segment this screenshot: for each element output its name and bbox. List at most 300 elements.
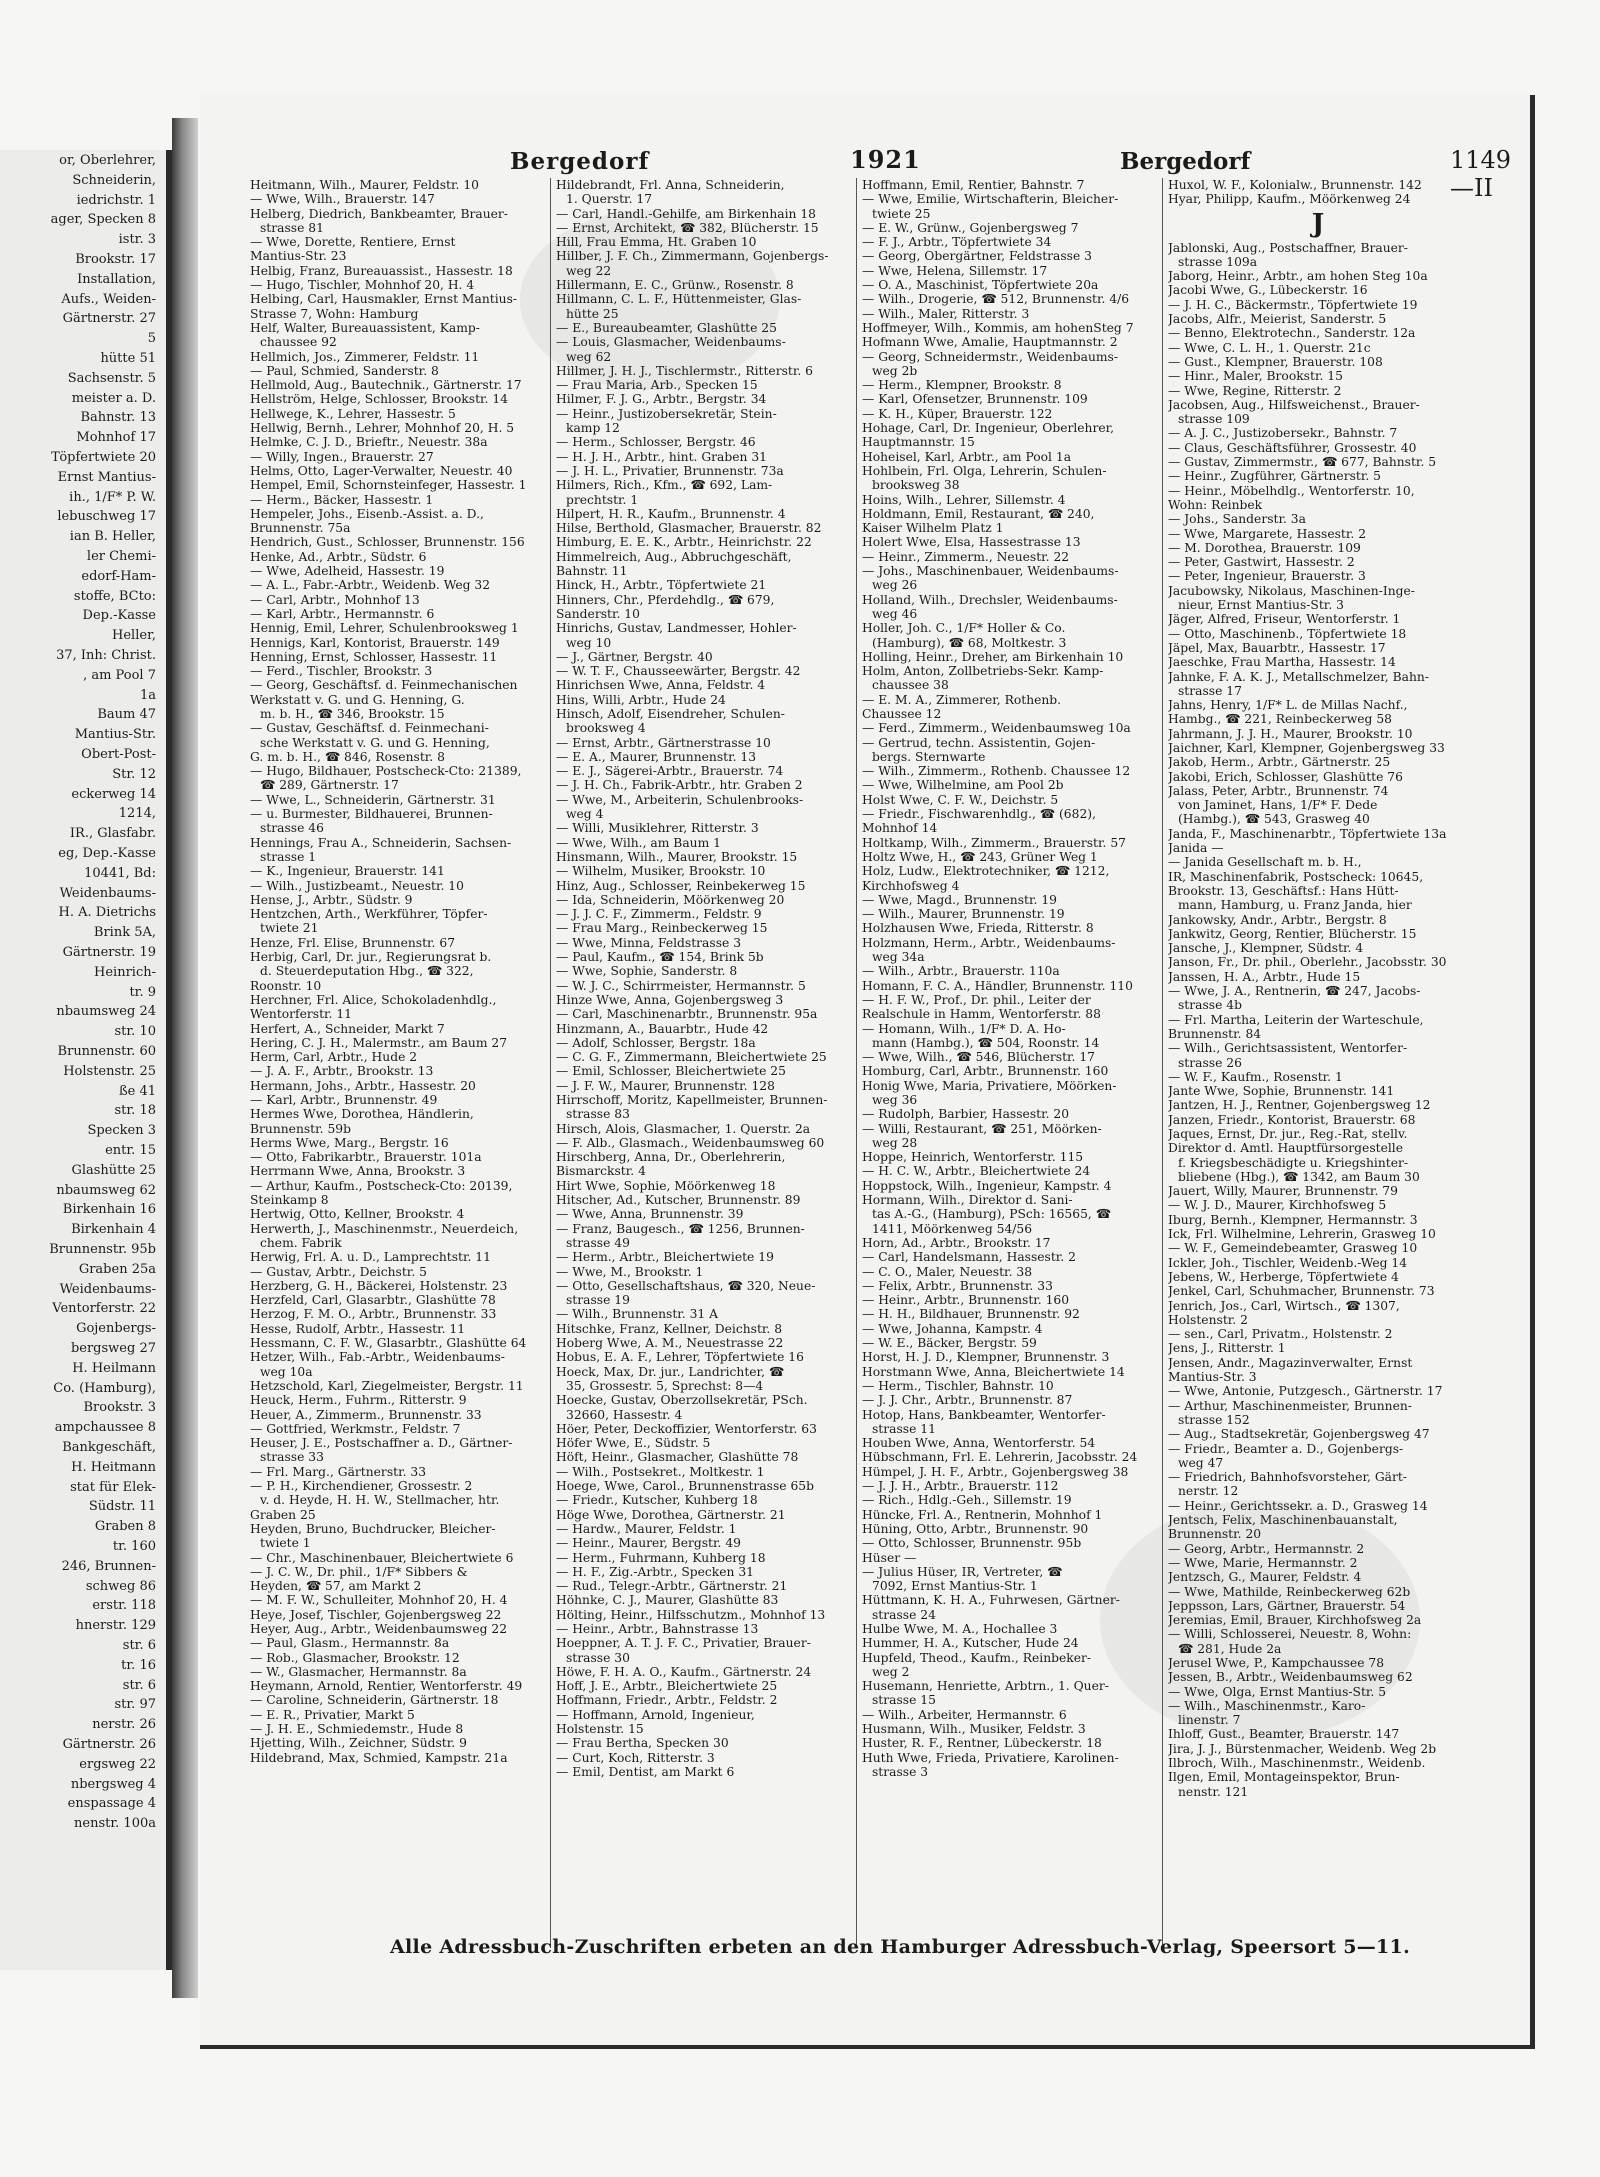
directory-entry-line: Hirschberg, Anna, Dr., Oberlehrerin,: [556, 1150, 786, 1165]
directory-entry-line: strasse 49: [566, 1235, 630, 1250]
directory-entry-line: Jacobs, Alfr., Meierist, Sanderstr. 5: [1168, 312, 1387, 327]
directory-entry-line: — F. Alb., Glasmach., Weidenbaumsweg 60: [556, 1135, 825, 1150]
directory-entry-line: weg 36: [872, 1093, 918, 1107]
directory-entry-line: Jahrmann, J. J. H., Maurer, Brookstr. 10: [1168, 726, 1413, 741]
directory-entry-line: — Gustav, Zimmermstr., ☎ 677, Bahnstr. 5: [1168, 455, 1437, 470]
directory-entry-line: strasse 1: [260, 849, 317, 864]
directory-entry-line: — Gertrud, techn. Assistentin, Gojen-: [862, 735, 1096, 750]
directory-entry-line: Hillmer, J. H. J., Tischlermstr., Ritterstr. 6: [556, 363, 813, 378]
left-strip-fragment: str. 6: [122, 1638, 156, 1653]
left-strip-fragment: nbaumsweg 62: [56, 1182, 156, 1198]
column-rule: [550, 178, 551, 1948]
left-strip-fragment: lebuschweg 17: [57, 509, 156, 525]
directory-entry-line: Herfert, A., Schneider, Markt 7: [250, 1021, 445, 1036]
directory-entry-line: — E. J., Sägerei-Arbtr., Brauerstr. 74: [556, 764, 784, 779]
directory-entry-line: tas A.-G., (Hamburg), PSch: 16565, ☎: [872, 1207, 1112, 1222]
directory-entry-line: — Peter, Ingenieur, Brauerstr. 3: [1168, 569, 1366, 584]
directory-entry-line: Jacobsen, Aug., Hilfsweichenst., Brauer-: [1168, 397, 1420, 412]
left-strip-fragment: meister a. D.: [71, 390, 156, 406]
directory-entry-line: Holland, Wilh., Drechsler, Weidenbaums-: [862, 592, 1118, 607]
directory-entry-line: Hinrichs, Gustav, Landmesser, Hohler-: [556, 621, 797, 636]
directory-entry-line: Hinners, Chr., Pferdehdlg., ☎ 679,: [556, 592, 775, 607]
directory-entry-line: Hins, Willi, Arbtr., Hude 24: [556, 692, 726, 707]
directory-entry-line: strasse 46: [260, 821, 324, 836]
directory-entry-line: weg 22: [566, 263, 612, 278]
directory-entry-line: hütte 25: [566, 306, 619, 321]
left-strip-fragment: str. 18: [114, 1103, 156, 1119]
directory-entry-line: Hillermann, E. C., Grünw., Rosenstr. 8: [556, 278, 794, 293]
directory-entry-line: — W. F., Kaufm., Rosenstr. 1: [1168, 1069, 1343, 1084]
directory-entry-line: strasse 3: [872, 1764, 929, 1779]
directory-entry-line: — Wwe, Emilie, Wirtschafterin, Bleicher-: [862, 192, 1119, 207]
directory-entry-line: — Carl, Handelsmann, Hassestr. 2: [862, 1250, 1076, 1265]
directory-entry-line: — Wwe, Wilh., am Baum 1: [556, 835, 721, 850]
directory-entry-line: Hinck, H., Arbtr., Töpfertwiete 21: [556, 578, 767, 593]
directory-entry-line: — u. Burmester, Bildhauerei, Brunnen-: [250, 807, 493, 822]
directory-entry-line: Hinz, Aug., Schlosser, Reinbekerweg 15: [556, 878, 806, 893]
left-strip-fragment: 1214,: [118, 806, 156, 822]
directory-entry-line: Werkstatt v. G. und G. Henning, G.: [250, 692, 465, 707]
directory-entry-line: Hobus, E. A. F., Lehrer, Töpfertwiete 16: [556, 1350, 804, 1365]
left-strip-fragment: str. 10: [114, 1024, 156, 1040]
directory-entry-line: Hessmann, C. F. W., Glasarbtr., Glashütte 64: [250, 1336, 527, 1351]
left-adjacent-page-strip: [0, 150, 172, 1970]
left-strip-fragment: Gärtnerstr. 27: [62, 311, 156, 327]
directory-entry-line: weg 26: [872, 578, 918, 593]
directory-entry-line: Hoeck, Max, Dr. jur., Landrichter, ☎: [556, 1364, 785, 1379]
directory-entry-line: kamp 12: [566, 421, 620, 436]
directory-entry-line: chaussee 38: [872, 678, 949, 693]
directory-entry-line: Brookstr. 13, Geschäftsf.: Hans Hütt-: [1168, 883, 1399, 898]
directory-entry-line: — Wwe, L., Schneiderin, Gärtnerstr. 31: [250, 792, 496, 807]
directory-entry-line: — Wwe, Helena, Sillemstr. 17: [862, 263, 1048, 278]
directory-entry-line: (Hamburg), ☎ 68, Moltkestr. 3: [872, 635, 1067, 650]
left-strip-fragment: istr. 3: [118, 232, 156, 248]
directory-entry-line: — Emil, Schlosser, Bleichertwiete 25: [556, 1064, 786, 1079]
directory-entry-line: Steinkamp 8: [250, 1193, 329, 1208]
directory-entry-line: weg 34a: [872, 950, 925, 965]
left-strip-fragment: schweg 86: [85, 1578, 156, 1594]
directory-entry-line: — Otto, Gesellschaftshaus, ☎ 320, Neue-: [556, 1278, 816, 1293]
directory-entry-line: — Paul, Schmied, Sanderstr. 8: [250, 363, 439, 378]
directory-entry-line: Homann, F. C. A., Händler, Brunnenstr. 110: [862, 978, 1133, 993]
directory-entry-line: Janson, Fr., Dr. phil., Oberlehr., Jacobsstr. 30: [1168, 955, 1447, 970]
directory-entry-line: — Wwe, Dorette, Rentiere, Ernst: [250, 235, 456, 250]
directory-entry-line: — Heinr., Gerichtssekr. a. D., Grasweg 14: [1168, 1498, 1428, 1513]
directory-entry-line: Hauptmannstr. 15: [862, 435, 975, 450]
directory-entry-line: Hempeler, Johs., Eisenb.-Assist. a. D.,: [250, 506, 484, 521]
directory-entry-line: — Aug., Stadtsekretär, Gojenbergsweg 47: [1168, 1427, 1430, 1442]
left-strip-fragment: 1a: [139, 687, 156, 703]
directory-entry-line: Husmann, Wilh., Musiker, Feldstr. 3: [862, 1722, 1086, 1737]
directory-entry-line: Ick, Frl. Wilhelmine, Lehrerin, Grasweg 10: [1168, 1227, 1436, 1242]
directory-entry-line: — Wilh., Maler, Ritterstr. 3: [862, 306, 1030, 321]
directory-entry-line: Hitscher, Ad., Kutscher, Brunnenstr. 89: [556, 1193, 801, 1208]
directory-entry-line: — Heinr., Justizobersekretär, Stein-: [556, 406, 777, 421]
directory-entry-line: Hümpel, J. H. F., Arbtr., Gojenbergsweg 38: [862, 1464, 1129, 1479]
directory-entry-line: Huxol, W. F., Kolonialw., Brunnenstr. 142: [1168, 178, 1422, 192]
directory-entry-line: — W. J. C., Schirrmeister, Hermannstr. 5: [556, 978, 806, 993]
left-strip-fragment: Holstenstr. 25: [63, 1063, 156, 1079]
book-gutter: [172, 118, 198, 1998]
directory-entry-line: Hambg., ☎ 221, Reinbeckerweg 58: [1168, 712, 1392, 727]
directory-entry-line: Realschule in Hamm, Wentorferstr. 88: [862, 1007, 1101, 1022]
left-strip-fragment: Sachsenstr. 5: [67, 370, 156, 386]
directory-entry-line: Hotop, Hans, Bankbeamter, Wentorfer-: [862, 1407, 1106, 1422]
directory-entry-line: Hüttmann, K. H. A., Fuhrwesen, Gärtner-: [862, 1593, 1120, 1608]
directory-entry-line: Hoffmann, Emil, Rentier, Bahnstr. 7: [862, 178, 1085, 192]
directory-entry-line: — Georg, Arbtr., Hermannstr. 2: [1168, 1541, 1365, 1556]
directory-entry-line: Himburg, E. E. K., Arbtr., Heinrichstr. 22: [556, 535, 812, 550]
directory-entry-line: — Heinr., Zugführer, Gärtnerstr. 5: [1168, 469, 1382, 484]
directory-entry-line: — Wwe, Marie, Hermannstr. 2: [1168, 1555, 1358, 1570]
directory-entry-line: Heuser, J. E., Postschaffner a. D., Gärtner-: [250, 1436, 513, 1451]
directory-entry-line: Hinsch, Adolf, Eisendreher, Schulen-: [556, 706, 785, 721]
directory-entry-line: Hertwig, Otto, Kellner, Brookstr. 4: [250, 1207, 465, 1222]
directory-entry-line: Heitmann, Wilh., Maurer, Feldstr. 10: [250, 178, 479, 192]
directory-entry-line: Hetzer, Wilh., Fab.-Arbtr., Weidenbaums-: [250, 1350, 505, 1365]
directory-entry-line: Ilbroch, Wilh., Maschinenmstr., Weidenb.: [1168, 1756, 1426, 1771]
directory-entry-line: — H. F. W., Prof., Dr. phil., Leiter der: [862, 992, 1091, 1007]
directory-entry-line: Hölting, Heinr., Hilfsschutzm., Mohnhof 13: [556, 1607, 826, 1622]
directory-entry-line: — Curt, Koch, Ritterstr. 3: [556, 1750, 715, 1765]
directory-entry-line: Höft, Heinr., Glasmacher, Glashütte 78: [556, 1450, 799, 1465]
directory-entry-line: — Wilh., Brunnenstr. 31 A: [556, 1307, 719, 1322]
directory-entry-line: Houben Wwe, Anna, Wentorferstr. 54: [862, 1436, 1096, 1451]
directory-entry-line: Jacobi Wwe, G., Lübeckerstr. 16: [1168, 283, 1368, 298]
directory-entry-line: — E., Bureaubeamter, Glashütte 25: [556, 320, 777, 335]
directory-entry-line: Heyden, Bruno, Buchdrucker, Bleicher-: [250, 1521, 496, 1536]
directory-entry-line: — Rob., Glasmacher, Brookstr. 12: [250, 1650, 460, 1665]
directory-entry-line: — Willy, Ingen., Brauerstr. 27: [250, 449, 434, 464]
directory-entry-line: — Hardw., Maurer, Feldstr. 1: [556, 1521, 737, 1536]
directory-entry-line: twiete 21: [260, 921, 319, 936]
directory-entry-line: bliebene (Hbg.), ☎ 1342, am Baum 30: [1178, 1169, 1420, 1184]
left-strip-fragment: entr. 15: [105, 1143, 156, 1158]
directory-entry-line: — E. R., Privatier, Markt 5: [250, 1707, 415, 1722]
directory-entry-line: — Herm., Klempner, Brookstr. 8: [862, 378, 1062, 393]
directory-entry-line: — Wwe, C. L. H., 1. Querstr. 21c: [1168, 340, 1371, 355]
directory-entry-line: — J. H. C., Bäckermstr., Töpfertwiete 19: [1168, 297, 1418, 312]
directory-entry-line: — J. J. H., Arbtr., Brauerstr. 112: [862, 1479, 1059, 1494]
header-left-title: Bergedorf: [510, 148, 650, 175]
left-strip-fragment: H. Heitmann: [71, 1459, 156, 1475]
directory-entry-line: — Wwe, Antonie, Putzgesch., Gärtnerstr. 17: [1168, 1384, 1443, 1399]
directory-entry-line: strasse 152: [1178, 1412, 1250, 1427]
directory-entry-line: — J. J. C. F., Zimmerm., Feldstr. 9: [556, 907, 762, 922]
left-strip-fragment: ian B. Heller,: [69, 529, 156, 545]
directory-entry-line: Henning, Ernst, Schlosser, Hassestr. 11: [250, 649, 498, 664]
directory-entry-line: — Frl. Martha, Leiterin der Warteschule,: [1168, 1012, 1424, 1027]
directory-entry-line: — Wwe, Wilh., Brauerstr. 147: [250, 192, 435, 207]
directory-entry-line: Hellwege, K., Lehrer, Hassestr. 5: [250, 406, 456, 421]
directory-column-4: [1168, 178, 1468, 1948]
left-strip-fragment: Baum 47: [97, 707, 156, 723]
directory-entry-line: — Ernst, Arbtr., Gärtnerstrasse 10: [556, 735, 771, 750]
directory-entry-line: bergs. Sternwarte: [872, 749, 986, 764]
left-strip-fragment: ampchaussee 8: [54, 1420, 156, 1436]
left-strip-fragment: 37, Inh: Christ.: [56, 648, 156, 663]
directory-entry-line: — J. C. W., Dr. phil., 1/F* Sibbers &: [250, 1564, 468, 1579]
directory-entry-line: Holtkamp, Wilh., Zimmerm., Brauerstr. 57: [862, 835, 1126, 850]
directory-entry-line: Direktor d. Amtl. Hauptfürsorgestelle: [1168, 1141, 1404, 1156]
directory-entry-line: — Wilh., Arbtr., Brauerstr. 110a: [862, 964, 1060, 979]
directory-entry-line: — Frau Maria, Arb., Specken 15: [556, 378, 758, 393]
directory-entry-line: Holdmann, Emil, Restaurant, ☎ 240,: [862, 506, 1095, 521]
directory-entry-line: Jens, J., Ritterstr. 1: [1168, 1341, 1286, 1356]
directory-entry-line: strasse 17: [1178, 683, 1242, 698]
directory-entry-line: Hummer, H. A., Kutscher, Hude 24: [862, 1636, 1079, 1651]
directory-entry-line: m. b. H., ☎ 346, Brookstr. 15: [260, 706, 445, 721]
directory-entry-line: Hellwig, Bernh., Lehrer, Mohnhof 20, H. 5: [250, 421, 515, 436]
directory-entry-line: Hoberg Wwe, A. M., Neuestrasse 22: [556, 1336, 784, 1351]
directory-entry-line: Janida —: [1168, 841, 1224, 856]
directory-entry-line: Hering, C. J. H., Malermstr., am Baum 27: [250, 1035, 508, 1050]
left-strip-fragment: edorf-Ham-: [81, 568, 156, 584]
directory-entry-line: brooksweg 4: [566, 721, 646, 736]
directory-entry-line: — Wwe, Anna, Brunnenstr. 39: [556, 1207, 744, 1222]
directory-entry-line: — Otto, Schlosser, Brunnenstr. 95b: [862, 1536, 1082, 1551]
directory-entry-line: weg 2b: [872, 363, 918, 378]
directory-entry-line: Hinrichsen Wwe, Anna, Feldstr. 4: [556, 678, 766, 693]
directory-entry-line: — Johs., Sanderstr. 3a: [1168, 512, 1306, 527]
directory-entry-line: — Carl, Handl.-Gehilfe, am Birkenhain 18: [556, 206, 817, 221]
directory-entry-line: Honig Wwe, Maria, Privatiere, Möörken-: [862, 1078, 1117, 1093]
directory-entry-line: weg 47: [1178, 1455, 1224, 1470]
directory-entry-line: Holstenstr. 2: [1168, 1312, 1248, 1327]
directory-entry-line: — Frau Bertha, Specken 30: [556, 1736, 729, 1751]
directory-entry-line: Janssen, H. A., Arbtr., Hude 15: [1168, 969, 1361, 984]
directory-entry-line: Hennings, Frau A., Schneiderin, Sachsen-: [250, 835, 512, 850]
directory-entry-line: — Wilh., Drogerie, ☎ 512, Brunnenstr. 4/6: [862, 292, 1130, 307]
directory-entry-line: Graben 25: [250, 1507, 316, 1522]
directory-entry-line: Höwe, F. H. A. O., Kaufm., Gärtnerstr. 24: [556, 1664, 812, 1679]
directory-entry-line: Jessen, B., Arbtr., Weidenbaumsweg 62: [1168, 1670, 1413, 1685]
directory-entry-line: Strasse 7, Wohn: Hamburg: [250, 306, 419, 321]
directory-entry-line: weg 10a: [260, 1364, 313, 1379]
header-right-title: Bergedorf: [1120, 148, 1251, 175]
left-strip-fragment: Str. 12: [112, 766, 156, 782]
left-strip-fragment: hütte 51: [100, 351, 156, 366]
left-strip-fragment: ih., 1/F* P. W.: [69, 489, 156, 505]
left-strip-fragment: tr. 160: [112, 1539, 156, 1554]
directory-entry-line: Jenkel, Carl, Schuhmacher, Brunnenstr. 73: [1168, 1284, 1435, 1299]
left-strip-fragment: nbergsweg 4: [70, 1776, 156, 1792]
directory-entry-line: Hüser —: [862, 1550, 917, 1565]
left-strip-fragment: Bahnstr. 13: [80, 410, 156, 426]
directory-entry-line: strasse 33: [260, 1450, 324, 1465]
directory-entry-line: Herchner, Frl. Alice, Schokoladenhdlg.,: [250, 992, 497, 1007]
directory-entry-line: strasse 30: [566, 1650, 630, 1665]
directory-entry-line: — P. H., Kirchendiener, Grossestr. 2: [250, 1479, 473, 1494]
left-strip-fragment: eckerweg 14: [71, 786, 156, 802]
directory-entry-line: Brunnenstr. 75a: [250, 521, 351, 536]
directory-entry-line: — Friedrich, Bahnhofsvorsteher, Gärt-: [1168, 1470, 1407, 1485]
directory-entry-line: Hormann, Wilh., Direktor d. Sani-: [862, 1193, 1073, 1208]
directory-entry-line: Hoeppner, A. T. J. F. C., Privatier, Brauer-: [556, 1636, 811, 1651]
directory-entry-line: — K. H., Küper, Brauerstr. 122: [862, 406, 1053, 421]
directory-entry-line: nenstr. 121: [1178, 1784, 1249, 1799]
left-strip-fragment: , am Pool 7: [83, 667, 156, 683]
directory-entry-line: — W. T. F., Chausseewärter, Bergstr. 42: [556, 664, 801, 679]
directory-entry-line: — Friedr., Kutscher, Kuhberg 18: [556, 1493, 758, 1508]
directory-entry-line: Heuck, Herm., Fuhrm., Ritterstr. 9: [250, 1393, 467, 1408]
directory-entry-line: — Paul, Kaufm., ☎ 154, Brink 5b: [556, 950, 764, 965]
directory-entry-line: twiete 1: [260, 1536, 311, 1551]
left-strip-fragment: Südstr. 11: [88, 1499, 156, 1515]
left-strip-fragment: Brookstr. 17: [75, 252, 156, 267]
left-strip-fragment: Aufs., Weiden-: [61, 291, 156, 307]
directory-entry-line: Helbing, Carl, Hausmakler, Ernst Mantius-: [250, 292, 518, 307]
directory-entry-line: — E. M. A., Zimmerer, Rothenb.: [862, 692, 1062, 707]
section-letter: J: [1311, 208, 1325, 239]
directory-entry-line: Jauert, Willy, Maurer, Brunnenstr. 79: [1168, 1184, 1398, 1199]
directory-entry-line: — Wwe, Regine, Ritterstr. 2: [1168, 383, 1342, 398]
directory-entry-line: — Ferd., Tischler, Brookstr. 3: [250, 664, 433, 679]
left-strip-fragment: stoffe, BCto:: [73, 588, 156, 604]
directory-entry-line: Huth Wwe, Frieda, Privatiere, Karolinen-: [862, 1750, 1119, 1765]
directory-entry-line: Hirsch, Alois, Glasmacher, 1. Querstr. 2a: [556, 1121, 811, 1136]
directory-entry-line: strasse 19: [566, 1293, 630, 1308]
directory-entry-line: Herbig, Carl, Dr. jur., Regierungsrat b.: [250, 950, 492, 965]
directory-entry-line: — Hinr., Maler, Brookstr. 15: [1168, 369, 1343, 384]
directory-entry-line: Herzog, F. M. O., Arbtr., Brunnenstr. 33: [250, 1307, 497, 1322]
directory-entry-line: — Gust., Klempner, Brauerstr. 108: [1168, 354, 1383, 369]
left-strip-fragment: Brookstr. 3: [83, 1400, 156, 1416]
directory-entry-line: — Ferd., Zimmerm., Weidenbaumsweg 10a: [862, 721, 1131, 736]
directory-entry-line: Janda, F., Maschinenarbtr., Töpfertwiete 13a: [1168, 826, 1447, 841]
directory-entry-line: Herzberg, G. H., Bäckerei, Holstenstr. 23: [250, 1278, 508, 1293]
left-strip-fragment: ager, Specken 8: [50, 212, 156, 228]
directory-entry-line: Jahnke, F. A. K. J., Metallschmelzer, Bahn-: [1168, 669, 1429, 684]
directory-entry-line: — J. A. F., Arbtr., Brookstr. 13: [250, 1064, 434, 1079]
directory-entry-line: — Friedr., Fischwarenhdlg., ☎ (682),: [862, 807, 1096, 822]
directory-entry-line: — J. J. Chr., Arbtr., Brunnenstr. 87: [862, 1393, 1073, 1408]
directory-entry-line: mann, Hamburg, u. Franz Janda, hier: [1178, 898, 1412, 913]
left-strip-fragment: nbaumsweg 24: [56, 1004, 156, 1020]
directory-entry-line: nerstr. 12: [1178, 1484, 1239, 1499]
directory-entry-line: Herrmann Wwe, Anna, Brookstr. 3: [250, 1164, 466, 1179]
directory-entry-line: — J. H. Ch., Fabrik-Arbtr., htr. Graben 2: [556, 778, 803, 793]
left-strip-fragment: 5: [147, 331, 156, 347]
directory-entry-line: Hilse, Berthold, Glasmacher, Brauerstr. 82: [556, 521, 822, 536]
directory-entry-line: Höge Wwe, Dorothea, Gärtnerstr. 21: [556, 1507, 786, 1522]
directory-entry-line: — Wwe, Sophie, Sanderstr. 8: [556, 964, 738, 979]
directory-entry-line: Hermann, Johs., Arbtr., Hassestr. 20: [250, 1078, 476, 1093]
directory-entry-line: — M. Dorothea, Brauerstr. 109: [1168, 540, 1361, 555]
left-strip-fragment: Graben 25a: [78, 1261, 156, 1277]
directory-entry-line: Jante Wwe, Sophie, Brunnenstr. 141: [1168, 1084, 1395, 1099]
directory-entry-line: IR, Maschinenfabrik, Postscheck: 10645,: [1168, 869, 1424, 884]
directory-entry-line: Hesse, Rudolf, Arbtr., Hassestr. 11: [250, 1321, 466, 1336]
directory-entry-line: — A. L., Fabr.-Arbtr., Weidenb. Weg 32: [250, 578, 491, 593]
directory-entry-line: — H. J. H., Arbtr., hint. Graben 31: [556, 449, 768, 464]
directory-entry-line: Herzfeld, Carl, Glasarbtr., Glashütte 78: [250, 1293, 496, 1308]
directory-entry-line: — Frau Marg., Reinbeckerweg 15: [556, 921, 768, 936]
directory-entry-line: — Wwe, Magd., Brunnenstr. 19: [862, 892, 1057, 907]
directory-entry-line: (Hambg.), ☎ 543, Grasweg 40: [1178, 812, 1370, 827]
directory-entry-line: Husemann, Henriette, Arbtrn., 1. Quer-: [862, 1679, 1109, 1694]
directory-entry-line: Heyer, Aug., Arbtr., Weidenbaumsweg 22: [250, 1621, 508, 1636]
left-strip-fragment: Schneiderin,: [72, 172, 156, 188]
directory-entry-line: Hirrschoff, Moritz, Kapellmeister, Brunnen-: [556, 1093, 828, 1107]
left-strip-fragment: Co. (Hamburg),: [53, 1380, 156, 1396]
directory-entry-line: — Karl, Arbtr., Hermannstr. 6: [250, 606, 435, 621]
directory-entry-line: — Ernst, Architekt, ☎ 382, Blücherstr. 15: [556, 220, 819, 235]
directory-entry-line: Hense, J., Arbtr., Südstr. 9: [250, 892, 413, 907]
directory-entry-line: Hennigs, Karl, Kontorist, Brauerstr. 149: [250, 635, 500, 650]
directory-entry-line: Hennig, Emil, Lehrer, Schulenbrooksweg 1: [250, 621, 519, 636]
directory-entry-line: Bahnstr. 11: [556, 564, 628, 579]
directory-entry-line: — Janida Gesellschaft m. b. H.,: [1168, 855, 1362, 870]
directory-entry-line: weg 46: [872, 606, 918, 621]
directory-entry-line: Helbig, Franz, Bureauassist., Hassestr. 18: [250, 263, 513, 278]
directory-entry-line: Janzen, Friedr., Kontorist, Brauerstr. 68: [1168, 1112, 1416, 1127]
directory-entry-line: Hoppstock, Wilh., Ingenieur, Kampstr. 4: [862, 1178, 1112, 1193]
left-strip-fragment: Ventorferstr. 22: [52, 1301, 156, 1317]
left-strip-fragment: Obert-Post-: [81, 747, 156, 762]
directory-entry-line: Jankowsky, Andr., Arbtr., Bergstr. 8: [1168, 912, 1387, 927]
directory-entry-line: Brunnenstr. 84: [1168, 1026, 1262, 1041]
directory-entry-line: — Rich., Hdlg.-Geh., Sillemstr. 19: [862, 1493, 1072, 1508]
directory-entry-line: — Ida, Schneiderin, Möörkenweg 20: [556, 892, 785, 907]
directory-entry-line: Hinze Wwe, Anna, Gojenbergsweg 3: [556, 992, 784, 1007]
directory-entry-line: — E. W., Grünw., Gojenbergsweg 7: [862, 220, 1079, 235]
directory-entry-line: — Emil, Dentist, am Markt 6: [556, 1764, 735, 1779]
left-strip-fragment: Weidenbaums-: [59, 1281, 156, 1297]
directory-entry-line: Helms, Otto, Lager-Verwalter, Neuestr. 40: [250, 463, 513, 478]
directory-entry-line: — W., Glasmacher, Hermannstr. 8a: [250, 1664, 467, 1679]
directory-entry-line: Brunnenstr. 59b: [250, 1121, 351, 1136]
directory-entry-line: — Hugo, Tischler, Mohnhof 20, H. 4: [250, 278, 475, 293]
directory-entry-line: Hulbe Wwe, M. A., Hochallee 3: [862, 1621, 1058, 1636]
directory-entry-line: — Hugo, Bildhauer, Postscheck-Cto: 21389,: [250, 764, 522, 779]
directory-entry-line: — Willi, Musiklehrer, Ritterstr. 3: [556, 821, 759, 836]
directory-entry-line: Jebens, W., Herberge, Töpfertwiete 4: [1168, 1269, 1399, 1284]
directory-entry-line: — Wwe, Johanna, Kampstr. 4: [862, 1321, 1043, 1336]
directory-entry-line: strasse 81: [260, 220, 324, 235]
directory-entry-line: Wentorferstr. 11: [250, 1007, 353, 1022]
directory-entry-line: brooksweg 38: [872, 478, 960, 493]
directory-entry-line: strasse 109a: [1178, 254, 1258, 269]
directory-entry-line: weg 10: [566, 635, 612, 650]
left-strip-fragment: erstr. 118: [92, 1598, 156, 1614]
left-strip-fragment: Brunnenstr. 60: [57, 1044, 156, 1059]
directory-entry-line: Iburg, Bernh., Klempner, Hermannstr. 3: [1168, 1212, 1418, 1227]
directory-entry-line: — Frl. Marg., Gärtnerstr. 33: [250, 1464, 427, 1479]
directory-entry-line: — W. J. D., Maurer, Kirchhofsweg 5: [1168, 1198, 1387, 1213]
left-strip-fragment: nerstr. 26: [92, 1717, 156, 1733]
directory-entry-line: — H. H., Bildhauer, Brunnenstr. 92: [862, 1307, 1080, 1322]
directory-entry-line: — Wilh., Justizbeamt., Neuestr. 10: [250, 878, 464, 893]
left-strip-fragment: Mantius-Str.: [74, 727, 156, 743]
directory-entry-line: Jensen, Andr., Magazinverwalter, Ernst: [1168, 1355, 1413, 1370]
directory-entry-line: — Caroline, Schneiderin, Gärtnerstr. 18: [250, 1693, 499, 1708]
directory-entry-line: 1. Querstr. 17: [566, 192, 653, 207]
directory-entry-line: strasse 11: [872, 1421, 936, 1436]
directory-entry-line: — Rud., Telegr.-Arbtr., Gärtnerstr. 21: [556, 1579, 788, 1594]
directory-entry-line: Hoppe, Heinrich, Wentorferstr. 115: [862, 1150, 1084, 1165]
directory-entry-line: — Benno, Elektrotechn., Sanderstr. 12a: [1168, 326, 1416, 341]
directory-column-1: [250, 178, 546, 1948]
directory-entry-line: — Wwe, Margarete, Hassestr. 2: [1168, 526, 1367, 541]
directory-entry-line: Holert Wwe, Elsa, Hassestrasse 13: [862, 535, 1081, 550]
directory-entry-line: Jaborg, Heinr., Arbtr., am hohen Steg 10a: [1168, 269, 1428, 284]
directory-entry-line: — H. C. W., Arbtr., Bleichertwiete 24: [862, 1164, 1091, 1179]
left-strip-fragment: Mohnhof 17: [76, 430, 156, 446]
directory-entry-line: — Adolf, Schlosser, Bergstr. 18a: [556, 1035, 756, 1050]
left-strip-fragment: Brunnenstr. 95b: [49, 1242, 156, 1257]
